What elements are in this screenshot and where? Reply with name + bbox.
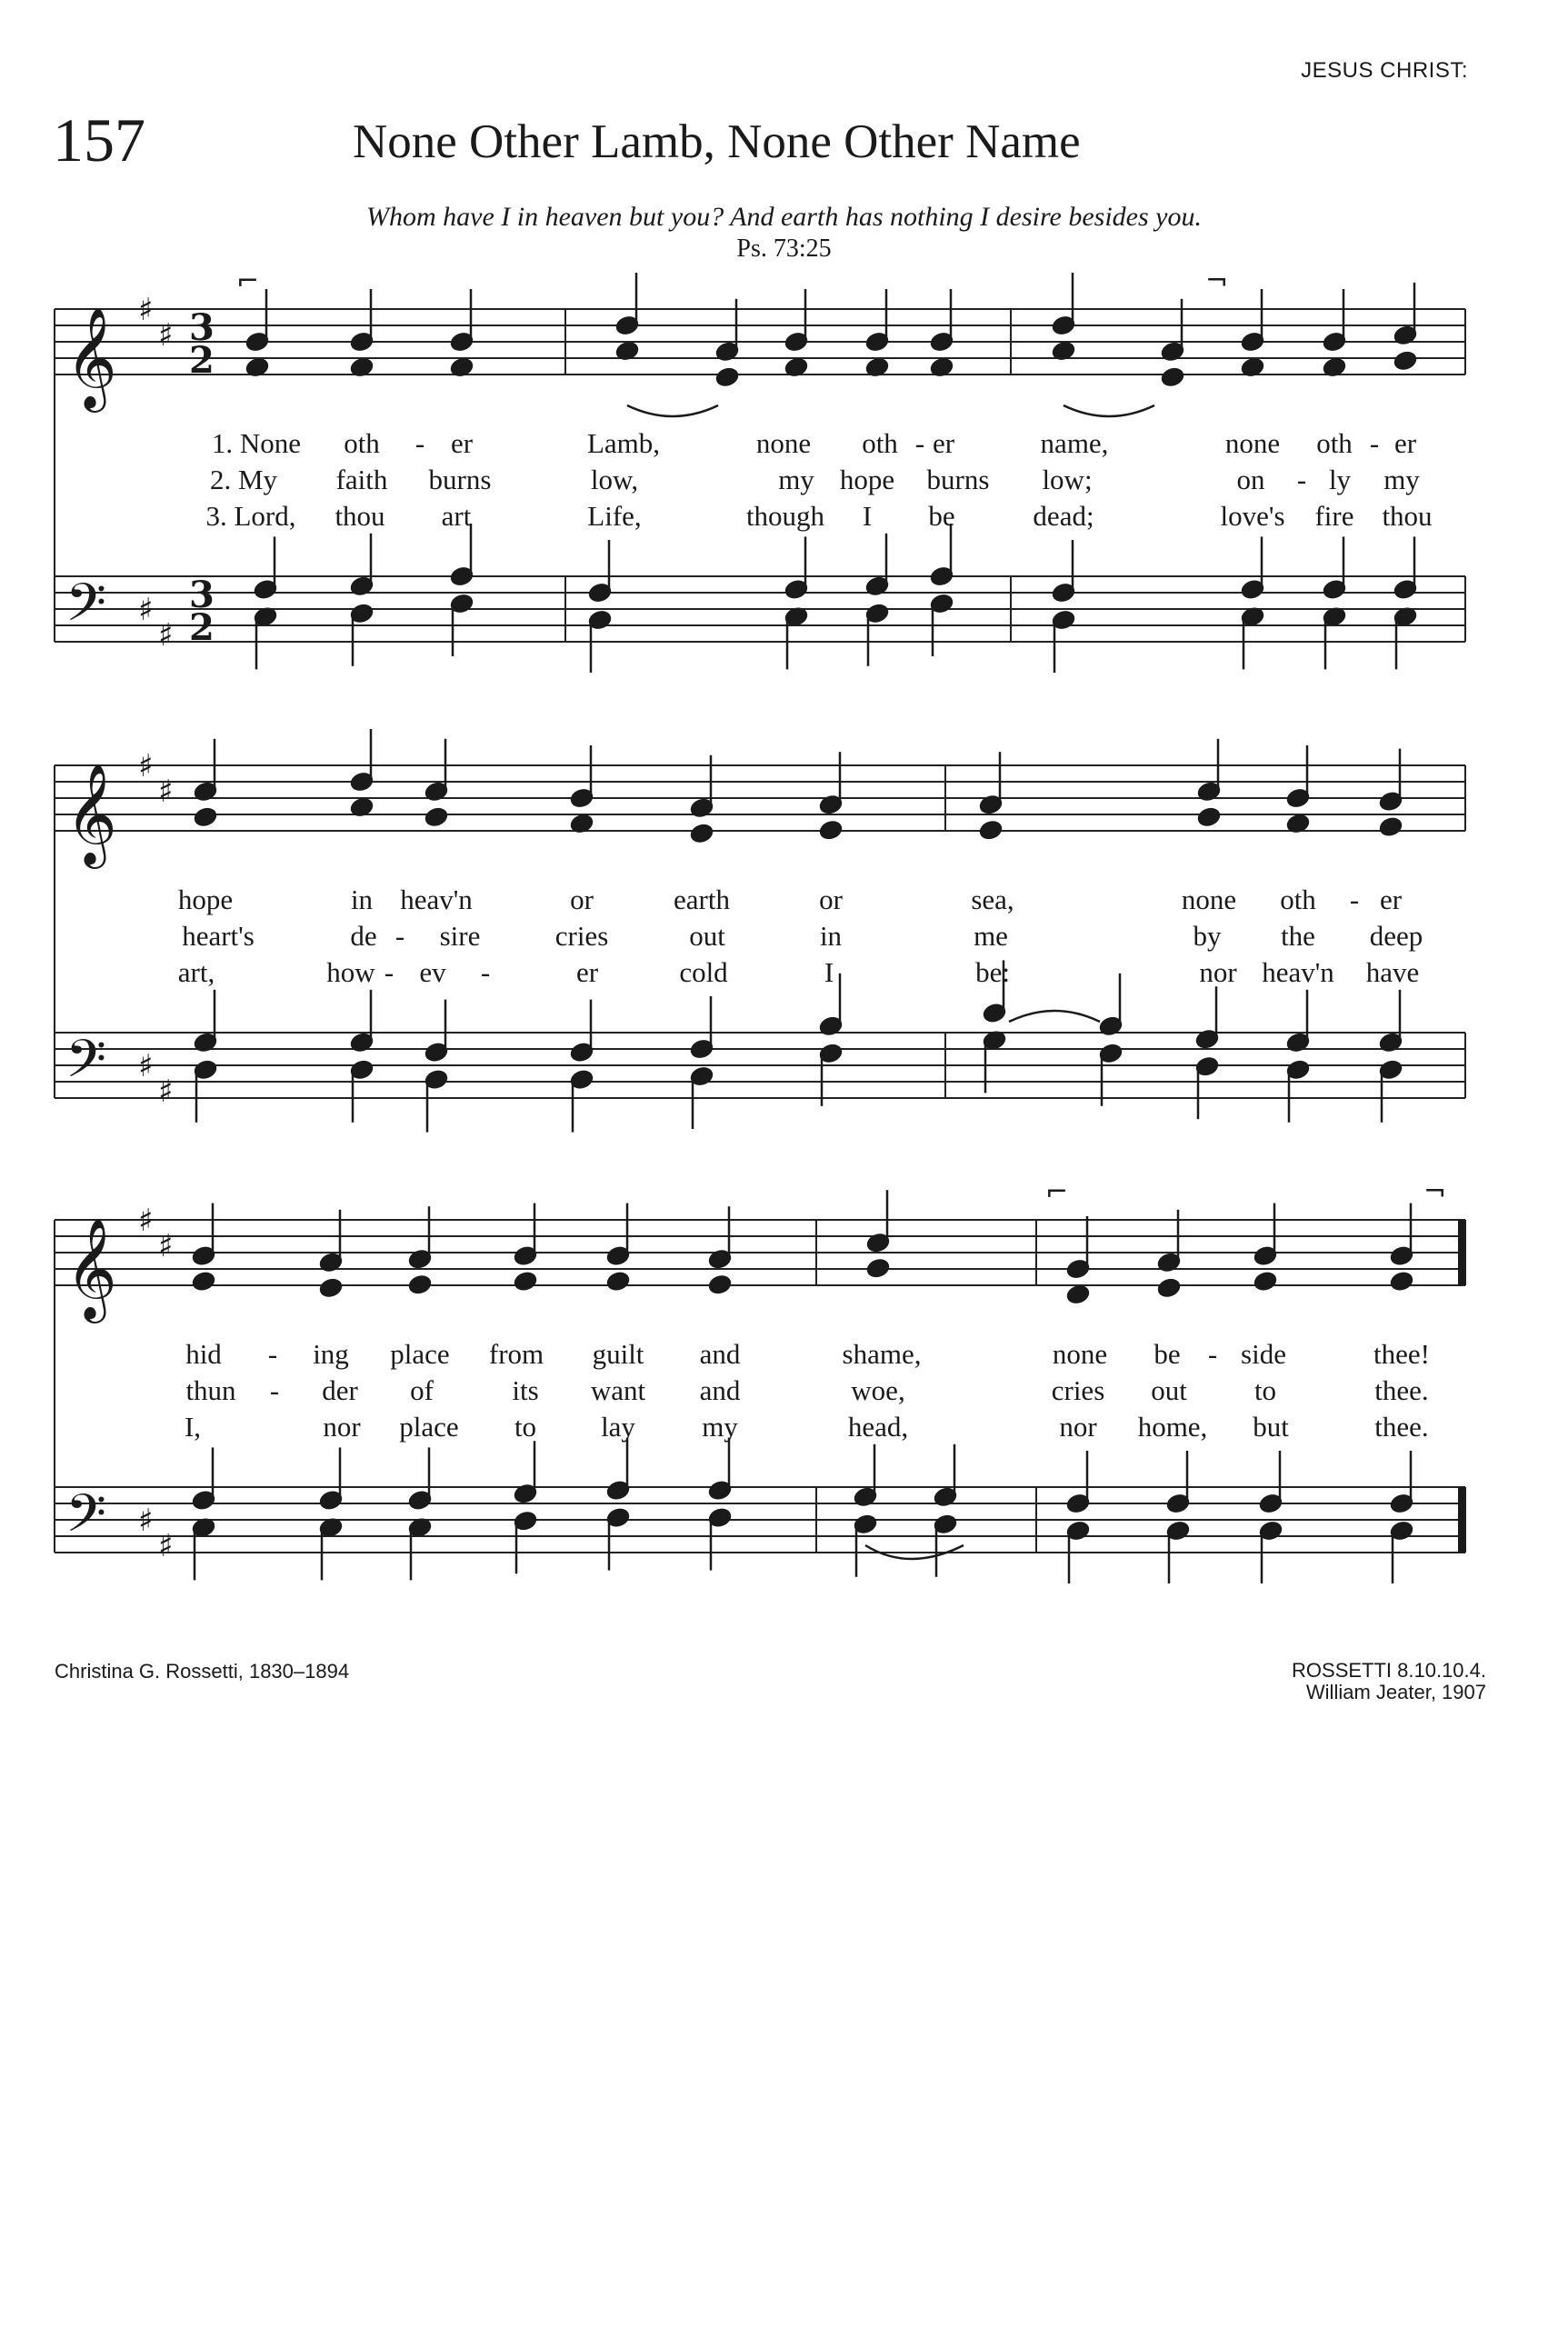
- lyric-syllable: thee!: [1373, 1338, 1430, 1370]
- lyric-syllable: 1. None: [211, 427, 302, 459]
- lyric-line-verse-3: [0, 956, 1568, 993]
- lyric-syllable: -: [1296, 464, 1307, 495]
- note-head: [1066, 1284, 1090, 1305]
- lyric-syllable: none: [1052, 1338, 1108, 1370]
- lyric-syllable: none: [755, 427, 812, 459]
- lyric-syllable: burns: [428, 464, 492, 495]
- lyric-syllable: or: [570, 884, 594, 915]
- lyric-syllable: my: [702, 1411, 738, 1443]
- note-head: [866, 1258, 890, 1279]
- lyric-syllable: out: [689, 920, 725, 952]
- note-head: [424, 807, 448, 828]
- lyric-line-verse-2: [0, 464, 1568, 500]
- lyric-syllable: love's: [1220, 500, 1285, 532]
- lyric-syllable: shame,: [842, 1338, 922, 1370]
- lyric-syllable: ly: [1328, 464, 1352, 495]
- note-head: [1157, 1278, 1181, 1299]
- note-head: [1393, 351, 1417, 372]
- note-head: [192, 1271, 215, 1292]
- lyric-syllable: the: [1281, 920, 1315, 952]
- lyric-syllable: faith: [335, 464, 388, 495]
- note-head: [194, 807, 217, 828]
- note-head: [819, 820, 843, 841]
- lyric-syllable: I: [824, 956, 834, 988]
- lyric-syllable: none: [1181, 884, 1237, 915]
- sharp-icon: ♯: [158, 1228, 174, 1264]
- sharp-icon: ♯: [138, 592, 154, 628]
- sharp-icon: ♯: [138, 292, 154, 328]
- lyric-syllable: of: [410, 1374, 434, 1406]
- note-head: [979, 820, 1003, 841]
- phrase-bracket-open: ⌐: [236, 265, 260, 297]
- lyric-syllable: earth: [674, 884, 730, 915]
- lyric-syllable: in: [350, 884, 374, 915]
- note-head: [1161, 367, 1184, 388]
- sharp-icon: ♯: [158, 1528, 174, 1564]
- lyric-syllable: my: [1383, 464, 1420, 495]
- note-head: [1253, 1271, 1277, 1292]
- note-head: [1197, 807, 1221, 828]
- lyric-line-verse-1: [0, 1338, 1568, 1374]
- lyric-line-verse-1: [0, 884, 1568, 920]
- lyric-syllable: -: [1349, 884, 1360, 915]
- lyric-syllable: none: [1224, 427, 1281, 459]
- lyric-syllable: burns: [926, 464, 990, 495]
- epigraph-reference: Ps. 73:25: [736, 235, 832, 263]
- lyric-syllable: er: [1393, 427, 1417, 459]
- sharp-icon: ♯: [138, 1503, 154, 1539]
- lyric-syllable: de: [350, 920, 377, 952]
- lyric-syllable: Life,: [587, 500, 642, 532]
- lyric-syllable: -: [1369, 427, 1380, 459]
- note-head: [1379, 816, 1403, 837]
- lyric-syllable: woe,: [851, 1374, 905, 1406]
- time-signature-bottom: 2: [189, 606, 215, 649]
- lyric-syllable: thee.: [1374, 1411, 1429, 1443]
- phrase-bracket-open: ⌐: [1045, 1176, 1069, 1208]
- lyric-syllable: -: [480, 956, 491, 988]
- lyric-syllable: heav'n: [400, 884, 473, 915]
- final-bar-line: [1458, 1220, 1465, 1285]
- note-head: [708, 1274, 732, 1295]
- lyric-syllable: side: [1241, 1338, 1286, 1370]
- lyric-syllable: its: [512, 1374, 539, 1406]
- lyric-syllable: and: [699, 1338, 741, 1370]
- lyric-syllable: er: [1379, 884, 1403, 915]
- sharp-icon: ♯: [158, 317, 174, 354]
- lyric-line-verse-1: [0, 427, 1568, 464]
- lyric-syllable: in: [819, 920, 843, 952]
- sharp-icon: ♯: [158, 774, 174, 810]
- lyric-line-verse-2: [0, 920, 1568, 956]
- lyric-syllable: 2. My: [209, 464, 278, 495]
- lyric-syllable: Lamb,: [586, 427, 661, 459]
- lyric-syllable: -: [1207, 1338, 1218, 1370]
- lyric-syllable: hid: [185, 1338, 222, 1370]
- lyric-syllable: heav'n: [1262, 956, 1334, 988]
- lyric-syllable: -: [267, 1338, 278, 1370]
- bass-clef-icon: 𝄢: [65, 1483, 107, 1557]
- lyric-syllable: be:: [975, 956, 1010, 988]
- lyric-syllable: cries: [554, 920, 609, 952]
- lyric-syllable: name,: [1040, 427, 1109, 459]
- sharp-icon: ♯: [138, 748, 154, 784]
- lyric-syllable: fire: [1314, 500, 1354, 532]
- lyric-syllable: to: [514, 1411, 537, 1443]
- note-head: [408, 1274, 432, 1295]
- hymn-title: None Other Lamb, None Other Name: [353, 115, 1081, 168]
- treble-clef-icon: 𝄞: [65, 1217, 117, 1319]
- lyric-syllable: but: [1253, 1411, 1289, 1443]
- note-head: [1390, 1271, 1413, 1292]
- lyric-syllable: though: [745, 500, 825, 532]
- lyric-syllable: head,: [847, 1411, 909, 1443]
- time-signature-top: 3: [189, 574, 215, 616]
- lyric-syllable: nor: [1059, 1411, 1097, 1443]
- hymn-number: 157: [53, 105, 145, 175]
- lyric-syllable: cries: [1051, 1374, 1105, 1406]
- lyric-syllable: oth: [862, 427, 898, 459]
- lyric-syllable: me: [974, 920, 1008, 952]
- lyric-syllable: sire: [439, 920, 481, 952]
- time-signature-top: 3: [189, 306, 215, 349]
- lyric-syllable: on: [1236, 464, 1265, 495]
- lyric-syllable: ev: [419, 956, 446, 988]
- lyric-syllable: deep: [1369, 920, 1423, 952]
- lyric-syllable: -: [384, 956, 394, 988]
- lyric-syllable: nor: [1199, 956, 1237, 988]
- lyric-line-verse-2: [0, 1374, 1568, 1411]
- treble-clef-icon: 𝄞: [65, 306, 117, 408]
- lyric-syllable: art: [441, 500, 472, 532]
- sharp-icon: ♯: [138, 1048, 154, 1084]
- tie-arc: [627, 405, 718, 416]
- lyric-syllable: ing: [313, 1338, 349, 1370]
- final-bar-line: [1458, 1487, 1465, 1553]
- lyric-syllable: low,: [590, 464, 639, 495]
- lyric-syllable: out: [1151, 1374, 1187, 1406]
- lyric-syllable: how: [326, 956, 375, 988]
- sharp-icon: ♯: [138, 1203, 154, 1239]
- note-head: [514, 1271, 537, 1292]
- text-credit: Christina G. Rossetti, 1830–1894: [55, 1660, 350, 1683]
- lyric-syllable: home,: [1137, 1411, 1208, 1443]
- tune-credits: [1292, 1660, 1486, 1703]
- lyric-syllable: -: [269, 1374, 280, 1406]
- lyric-syllable: cold: [679, 956, 728, 988]
- lyric-syllable: I: [862, 500, 873, 532]
- section-title: JESUS CHRIST:: [1301, 58, 1468, 83]
- lyric-syllable: thee.: [1374, 1374, 1429, 1406]
- time-signature-bottom: 2: [189, 339, 215, 382]
- lyric-syllable: -: [394, 920, 405, 952]
- lyric-syllable: nor: [323, 1411, 361, 1443]
- lyric-syllable: oth: [1316, 427, 1353, 459]
- lyric-syllable: oth: [344, 427, 380, 459]
- tune-name: ROSSETTI 8.10.10.4.: [1292, 1659, 1486, 1682]
- note-head: [606, 1271, 630, 1292]
- note-head: [319, 1278, 343, 1299]
- tie-arc: [1009, 1011, 1100, 1022]
- lyric-syllable: guilt: [592, 1338, 644, 1370]
- lyric-syllable: and: [699, 1374, 741, 1406]
- lyric-syllable: sea,: [971, 884, 1014, 915]
- lyric-syllable: hope: [177, 884, 234, 915]
- lyric-syllable: -: [914, 427, 925, 459]
- lyric-syllable: er: [932, 427, 955, 459]
- lyric-syllable: er: [450, 427, 474, 459]
- lyric-syllable: 3. Lord,: [205, 500, 296, 532]
- lyric-syllable: want: [590, 1374, 646, 1406]
- lyric-syllable: dead;: [1033, 500, 1094, 532]
- phrase-bracket-close: ¬: [1423, 1176, 1447, 1208]
- lyric-syllable: -: [414, 427, 425, 459]
- lyric-syllable: hope: [839, 464, 895, 495]
- bass-clef-icon: 𝄢: [65, 1028, 107, 1103]
- lyric-syllable: to: [1253, 1374, 1277, 1406]
- lyric-syllable: thun: [185, 1374, 236, 1406]
- lyric-syllable: I,: [184, 1411, 202, 1443]
- sharp-icon: ♯: [158, 1074, 174, 1110]
- lyric-syllable: or: [819, 884, 843, 915]
- bass-clef-icon: 𝄢: [65, 572, 107, 646]
- lyric-syllable: thou: [335, 500, 385, 532]
- lyric-syllable: my: [778, 464, 814, 495]
- lyric-syllable: oth: [1280, 884, 1316, 915]
- lyric-syllable: art,: [177, 956, 215, 988]
- lyric-syllable: place: [390, 1338, 450, 1370]
- phrase-bracket-close: ¬: [1205, 265, 1229, 297]
- lyric-syllable: der: [322, 1374, 358, 1406]
- epigraph: Whom have I in heaven but you? And earth has nothing I desire besides you.: [366, 202, 1202, 232]
- tune-credit: William Jeater, 1907: [1305, 1681, 1486, 1704]
- lyric-syllable: by: [1193, 920, 1222, 952]
- treble-clef-icon: 𝄞: [65, 763, 117, 864]
- lyric-line-verse-3: [0, 500, 1568, 536]
- lyric-syllable: place: [399, 1411, 459, 1443]
- lyric-syllable: from: [488, 1338, 544, 1370]
- tie-arc: [1064, 405, 1154, 416]
- lyric-syllable: thou: [1382, 500, 1433, 532]
- lyric-syllable: be: [1154, 1338, 1181, 1370]
- lyric-syllable: be: [928, 500, 955, 532]
- lyric-line-verse-3: [0, 1411, 1568, 1447]
- lyric-syllable: have: [1365, 956, 1420, 988]
- lyric-syllable: low;: [1042, 464, 1093, 495]
- note-head: [715, 367, 739, 388]
- lyric-syllable: lay: [601, 1411, 635, 1443]
- lyric-syllable: heart's: [182, 920, 255, 952]
- sharp-icon: ♯: [158, 617, 174, 654]
- note-head: [690, 824, 714, 844]
- lyric-syllable: er: [575, 956, 599, 988]
